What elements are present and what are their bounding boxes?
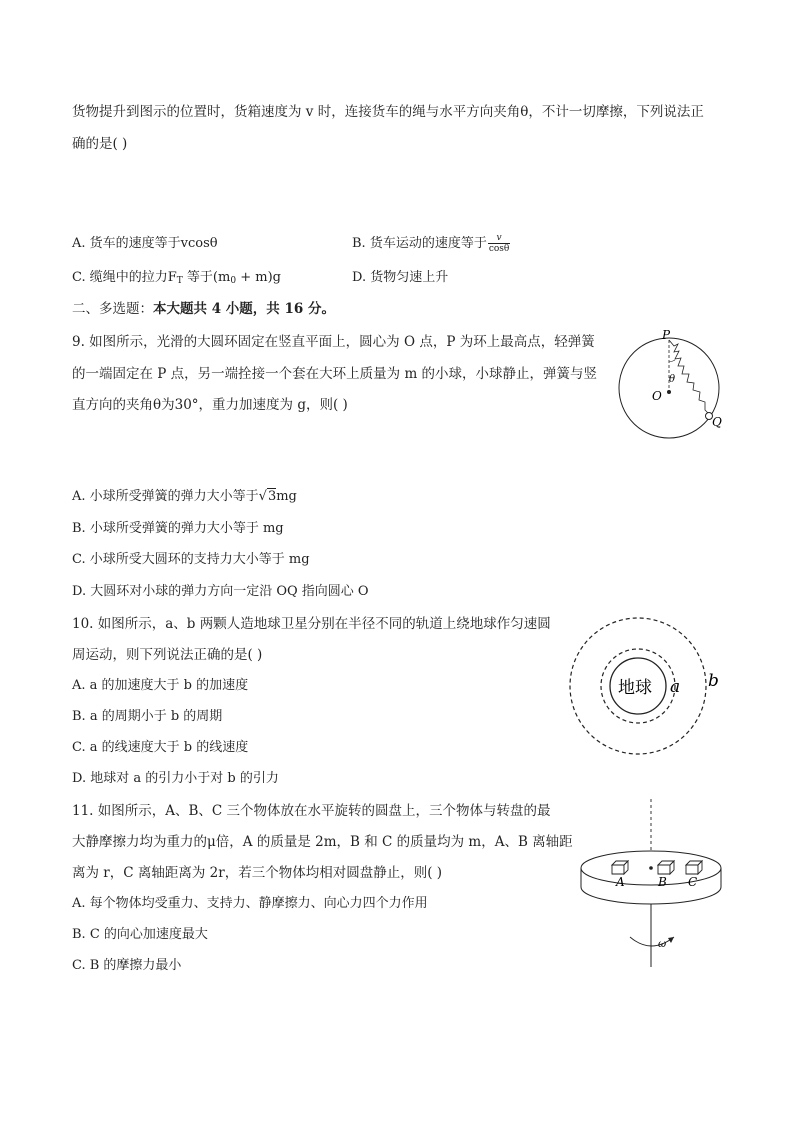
q8-option-b-fraction bbox=[488, 233, 511, 254]
label-block-c: C bbox=[688, 875, 698, 889]
q10-stem-line1: 10. 如图所示，a、b 两颗人造地球卫星分别在半径不同的轨道上绕地球作匀速圆 bbox=[72, 616, 551, 632]
q8-option-b-text: B. 货车运动的速度等于 bbox=[352, 236, 487, 251]
label-p: P bbox=[662, 330, 671, 342]
q11-stem-line2: 大静摩擦力均为重力的μ倍，A 的质量是 2m，B 和 C 的质量均为 m，A、B 离轴距 bbox=[72, 834, 573, 850]
block-a bbox=[612, 861, 628, 874]
q9-option-b: B. 小球所受弹簧的弹力大小等于 mg bbox=[72, 521, 284, 536]
q9-option-d: D. 大圆环对小球的弹力方向一定沿 OQ 指向圆心 O bbox=[72, 584, 369, 599]
q9-stem-line2: 的一端固定在 P 点，另一端拴接一个套在大环上质量为 m 的小球，小球静止，弹簧与竖 bbox=[72, 366, 598, 382]
q10-option-a: A. a 的加速度大于 b 的加速度 bbox=[72, 678, 249, 693]
q11-option-c: C. B 的摩擦力最小 bbox=[72, 958, 182, 973]
q9-option-a-radicand: 3 bbox=[267, 489, 277, 504]
q11-option-b: B. C 的向心加速度最大 bbox=[72, 927, 208, 942]
label-b: b bbox=[708, 671, 719, 691]
label-theta: θ bbox=[669, 374, 676, 385]
q11-figure bbox=[578, 797, 728, 969]
rotation-arrow bbox=[630, 937, 674, 946]
rotation-arrow-head bbox=[668, 937, 674, 943]
label-a: a bbox=[670, 677, 681, 697]
label-block-a: A bbox=[616, 875, 625, 889]
q8-option-b-numerator: v bbox=[488, 233, 511, 244]
block-b bbox=[658, 861, 674, 874]
q9-stem-line3: 直方向的夹角θ为30°，重力加速度为 g，则( ) bbox=[72, 397, 348, 413]
section-heading-bold: 本大题共 4 小题，共 16 分。 bbox=[153, 301, 335, 317]
q8-option-c-text: C. 缆绳中的拉力F bbox=[72, 270, 177, 285]
q8-option-c-sub2: 0 bbox=[230, 276, 237, 286]
q9-option-a-text: A. 小球所受弹簧的弹力大小等于 bbox=[72, 489, 259, 504]
q8-option-c bbox=[72, 269, 281, 290]
q8-option-c-mid: 等于(m bbox=[182, 270, 231, 285]
q8-option-c-suffix: + m)g bbox=[236, 270, 281, 285]
q8-option-b-denominator: cosθ bbox=[488, 244, 510, 254]
q9-option-a-sqrt: √3 bbox=[258, 489, 277, 504]
section-heading bbox=[72, 300, 335, 318]
q9-option-a-suffix: mg bbox=[276, 489, 297, 504]
q10-stem-line2: 周运动，则下列说法正确的是( ) bbox=[72, 647, 263, 663]
q10-option-c: C. a 的线速度大于 b 的线速度 bbox=[72, 740, 249, 755]
q9-option-c: C. 小球所受大圆环的支持力大小等于 mg bbox=[72, 552, 310, 567]
label-q: Q bbox=[712, 415, 722, 429]
label-o: O bbox=[652, 389, 662, 403]
angle-arc bbox=[669, 360, 675, 362]
q11-stem-line1: 11. 如图所示，A、B、C 三个物体放在水平旋转的圆盘上，三个物体与转盘的最 bbox=[72, 803, 551, 819]
label-earth: 地球 bbox=[618, 678, 652, 698]
q8-option-a: A. 货车的速度等于vcosθ bbox=[72, 236, 218, 251]
block-c bbox=[686, 861, 702, 874]
q10-option-d: D. 地球对 a 的引力小于对 b 的引力 bbox=[72, 771, 279, 786]
q8-option-d: D. 货物匀速上升 bbox=[352, 270, 449, 285]
q8-option-c-sub: T bbox=[176, 276, 183, 286]
q9-option-a bbox=[72, 488, 297, 506]
q10-figure bbox=[566, 615, 726, 760]
q9-figure bbox=[612, 330, 732, 440]
q11-option-a: A. 每个物体均受重力、支持力、静摩擦力、向心力四个力作用 bbox=[72, 896, 428, 911]
q8-stem-line1: 货物提升到图示的位置时，货箱速度为 v 时，连接货车的绳与水平方向夹角θ，不计一切摩擦，下列说法正 bbox=[72, 104, 704, 120]
q9-stem-line1: 9. 如图所示，光滑的大圆环固定在竖直平面上，圆心为 O 点，P 为环上最高点，轻弹簧 bbox=[72, 334, 595, 350]
q11-stem-line3: 离为 r，C 离轴距离为 2r，若三个物体均相对圆盘静止，则( ) bbox=[72, 865, 443, 881]
q8-option-b bbox=[352, 233, 510, 254]
q10-option-b: B. a 的周期小于 b 的周期 bbox=[72, 709, 223, 724]
label-block-b: B bbox=[658, 875, 667, 889]
label-omega: ω bbox=[658, 939, 667, 950]
section-heading-prefix: 二、多选题： bbox=[72, 301, 153, 317]
disc-center-dot bbox=[649, 866, 653, 870]
q8-stem-line2: 确的是( ) bbox=[72, 136, 128, 152]
